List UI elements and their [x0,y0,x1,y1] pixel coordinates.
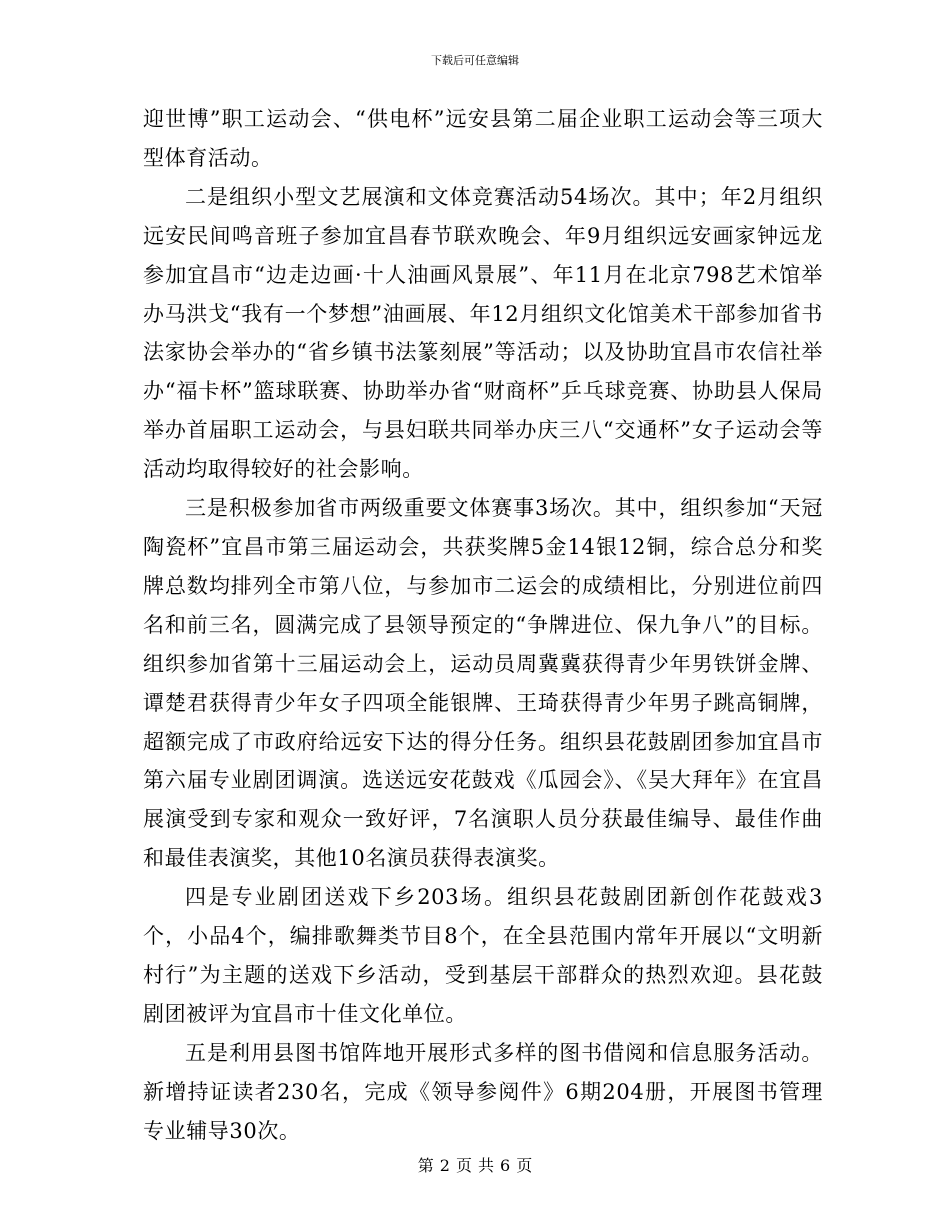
footer-suffix: 页 [516,1156,533,1175]
paragraph-item-five: 五是利用县图书馆阵地开展形式多样的图书借阅和信息服务活动。新增持证读者230名，完成《领导参阅件》6期204册，开展图书管理专业辅导30次。 [143,1040,823,1143]
paragraph-item-four: 四是专业剧团送戏下乡203场。组织县花鼓剧团新创作花鼓戏3个，小品4个，编排歌舞类节目8个，在全县范围内常年开展以“文明新村行”为主题的送戏下乡活动，受到基层干部群众的热烈欢迎。县花鼓剧团被评为宜昌市十佳文化单位。 [143,885,823,1026]
paragraph-item-three: 三是积极参加省市两级重要文体赛事3场次。其中，组织参加“天冠陶瓷杯”宜昌市第三届运动会，共获奖牌5金14银12铜，综合总分和奖牌总数均排列全市第八位，与参加市二运会的成绩相比，分别进位前四名和前三名，圆满完成了县领导预定的“争牌进位、保九争八”的目标。组织参加省第十三届运动会上，运动员周冀冀获得青少年男铁饼金牌、谭楚君获得青少年女子四项全能银牌、王琦获得青少年男子跳高铜牌，超额完成了市政府给远安下达的得分任务。组织县花鼓剧团参加宜昌市第六届专业剧团调演。选送远安花鼓戏《瓜园会》、《吴大拜年》在宜昌展演受到专家和观众一致好评，7名演职人员分获最佳编导、最佳作曲和最佳表演奖，其他10名演员获得表演奖。 [143,496,823,871]
page-footer [0,1156,950,1176]
paragraph-continuation: 迎世博”职工运动会、“供电杯”远安县第二届企业职工运动会等三项大型体育活动。 [143,107,823,170]
footer-prefix: 第 [417,1156,434,1175]
footer-current-page: 2 [439,1156,450,1175]
paragraph-item-two: 二是组织小型文艺展演和文体竞赛活动54场次。其中；年2月组织远安民间鸣音班子参加宜昌春节联欢晚会、年9月组织远安画家钟远龙参加宜昌市“边走边画·十人油画风景展”、年11月在北京798艺术馆举办马洪戈“我有一个梦想”油画展、年12月组织文化馆美术干部参加省书法家协会举办的“省乡镇书法篆刻展”等活动；以及协助宜昌市农信社举办“福卡杯”篮球联赛、协助举办省“财商杯”乒乓球竞赛、协助县人保局举办首届职工运动会，与县妇联共同举办庆三八“交通杯”女子运动会等活动均取得较好的社会影响。 [143,184,823,482]
body-text [143,100,823,1150]
header-note: 下载后可任意编辑 [431,54,519,67]
footer-page-unit: 页 [455,1156,472,1175]
footer-total-pages: 6 [500,1156,511,1175]
footer-total-label: 共 [478,1156,495,1175]
